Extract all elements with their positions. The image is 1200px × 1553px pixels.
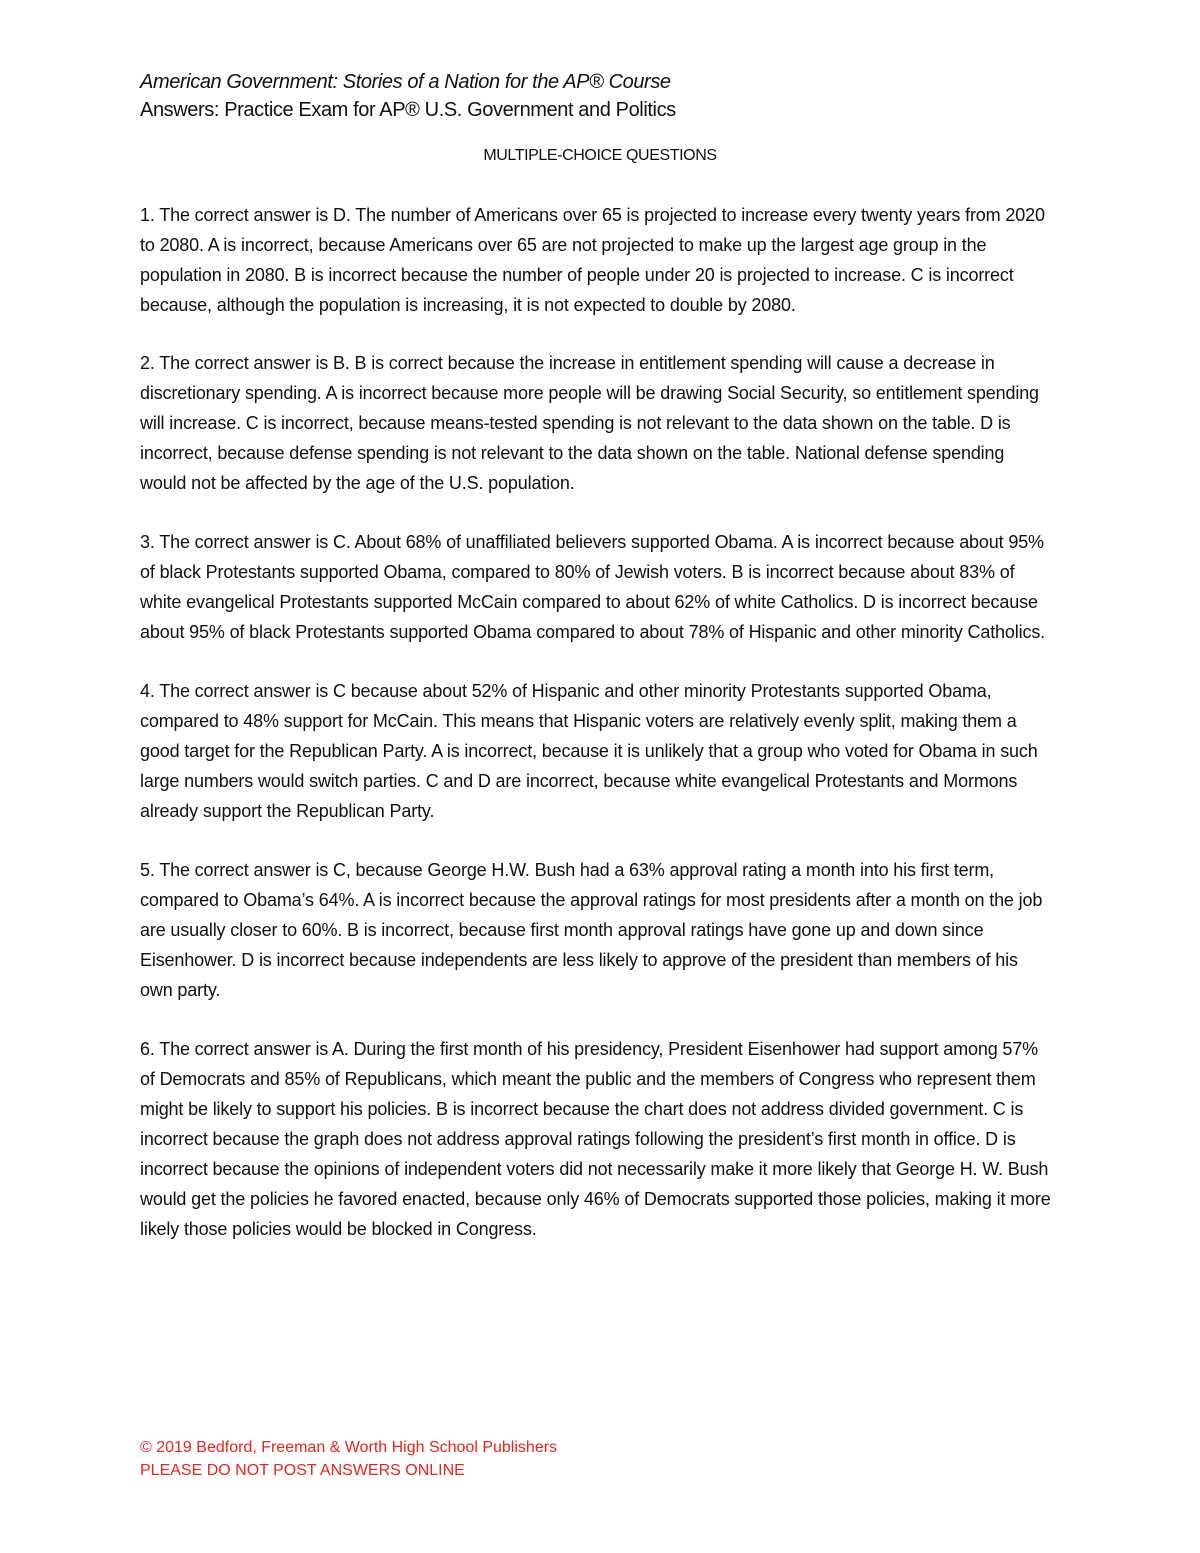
answer-1: 1. The correct answer is D. The number of Americans over 65 is projected to increase every twenty years from 2020 to 2080. A is incorrect, because Americans over 65 are not projected to make up the largest age group in the population in 2080. B is incorrect because the number of people under 20 is projected to increase. C is incorrect because, although the population is increasing, it is not expected to double by 2080. (140, 205, 1045, 315)
section-heading: MULTIPLE-CHOICE QUESTIONS (483, 147, 717, 164)
answer-4: 4. The correct answer is C because about 52% of Hispanic and other minority Protestants supported Obama, compared to 48% support for McCain. This means that Hispanic voters are relatively evenly split, making them a good target for the Republican Party. A is incorrect, because it is unlikely that a group who voted for Obama in such large numbers would switch parties. C and D are incorrect, because white evangelical Protestants and Mormons already support the Republican Party. (140, 681, 1038, 821)
document-subtitle: Answers: Practice Exam for AP® U.S. Government and Politics (140, 99, 676, 121)
page-footer (140, 1436, 1040, 1482)
answer-3: 3. The correct answer is C. About 68% of unaffiliated believers supported Obama. A is incorrect because about 95% of black Protestants supported Obama, compared to 80% of Jewish voters. B is incorrect because about 83% of white evangelical Protestants supported McCain compared to about 62% of white Catholics. D is incorrect because about 95% of black Protestants supported Obama compared to about 78% of Hispanic and other minority Catholics. (140, 532, 1046, 642)
copyright-notice: © 2019 Bedford, Freeman & Worth High School Publishers (140, 1439, 558, 1456)
answer-5: 5. The correct answer is C, because George H.W. Bush had a 63% approval rating a month into his first term, compared to Obama’s 64%. A is incorrect because the approval ratings for most presidents after a month on the job are usually closer to 60%. B is incorrect, because first month approval ratings have gone up and down since Eisenhower. D is incorrect because independents are less likely to approve of the president than members of his own party. (140, 860, 1043, 1000)
answer-list (140, 200, 1055, 1273)
answer-2: 2. The correct answer is B. B is correct because the increase in entitlement spending will cause a decrease in discretionary spending. A is incorrect because more people will be drawing Social Security, so entitlement spending will increase. C is incorrect, because means-tested spending is not relevant to the data shown on the table. D is incorrect, because defense spending is not relevant to the data shown on the table. National defense spending would not be affected by the age of the U.S. population. (140, 353, 1039, 493)
book-title: American Government: Stories of a Nation for the AP® Course (140, 71, 671, 93)
answer-6: 6. The correct answer is A. During the first month of his presidency, President Eisenhower had support among 57% of Democrats and 85% of Republicans, which meant the public and the members of Congress who represent them might be likely to support his policies. B is incorrect because the chart does not address divided government. C is incorrect because the graph does not address approval ratings following the president’s first month in office. D is incorrect because the opinions of independent voters did not necessarily make it more likely that George H. W. Bush would get the policies he favored enacted, because only 46% of Democrats supported those policies, making it more likely those policies would be blocked in Congress. (140, 1039, 1051, 1239)
posting-warning: PLEASE DO NOT POST ANSWERS ONLINE (140, 1462, 465, 1479)
document-header (140, 68, 1080, 124)
